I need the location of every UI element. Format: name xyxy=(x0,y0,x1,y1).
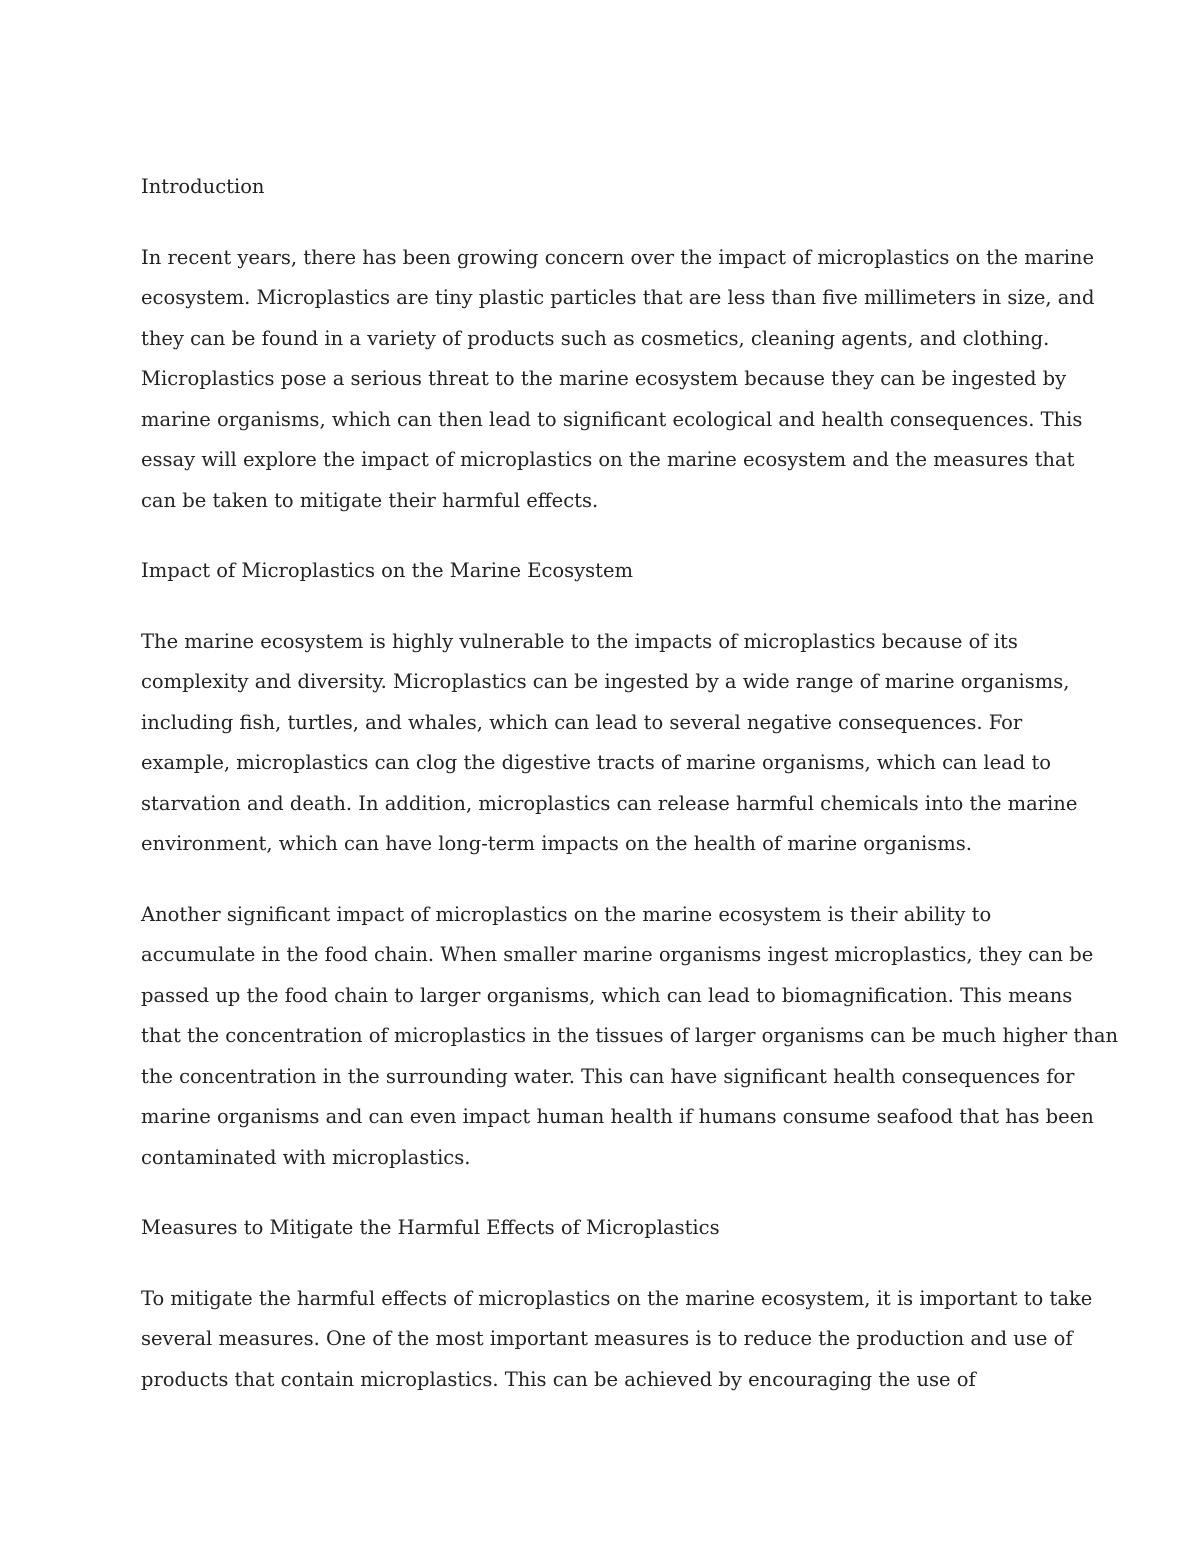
paragraph-line: complexity and diversity. Microplastics can be ingested by a wide range of marine organisms, xyxy=(141,670,1070,693)
paragraph-line: environment, which can have long-term impacts on the health of marine organisms. xyxy=(141,832,972,855)
paragraph-line: marine organisms, which can then lead to significant ecological and health consequences. This xyxy=(141,407,1083,431)
paragraph-line: example, microplastics can clog the digestive tracts of marine organisms, which can lead to xyxy=(141,751,1052,774)
paragraph-line: Another significant impact of microplastics on the marine ecosystem is their ability to xyxy=(141,902,992,926)
heading-text: Measures to Mitigate the Harmful Effects of Microplastics xyxy=(141,1216,720,1239)
paragraph-line: the concentration in the surrounding water. This can have significant health consequences for xyxy=(141,1064,1075,1088)
paragraph-line: The marine ecosystem is highly vulnerable to the impacts of microplastics because of its xyxy=(141,629,1018,653)
paragraph-line: ecosystem. Microplastics are tiny plastic particles that are less than five millimeters in size, and xyxy=(141,286,1095,309)
paragraph-line: several measures. One of the most important measures is to reduce the production and use of xyxy=(141,1327,1073,1350)
section-heading-impact xyxy=(141,551,1059,592)
paragraph-introduction xyxy=(141,238,1095,522)
paragraph-line: products that contain microplastics. This can be achieved by encouraging the use of xyxy=(141,1367,976,1391)
paragraph-impact-2 xyxy=(141,895,1118,1179)
paragraph-measures xyxy=(141,1279,1093,1401)
paragraph-line: To mitigate the harmful effects of microplastics on the marine ecosystem, it is important to take xyxy=(141,1286,1093,1310)
paragraph-line: passed up the food chain to larger organisms, which can lead to biomagnification. This means xyxy=(141,983,1073,1007)
paragraph-line: Microplastics pose a serious threat to the marine ecosystem because they can be ingested by xyxy=(141,367,1067,390)
paragraph-line: In recent years, there has been growing concern over the impact of microplastics on the marine xyxy=(141,245,1095,269)
document-body xyxy=(141,167,1118,1430)
paragraph-line: contaminated with microplastics. xyxy=(141,1145,471,1169)
heading-text: Introduction xyxy=(141,175,265,198)
section-heading-introduction xyxy=(141,167,1059,208)
paragraph-line: accumulate in the food chain. When smaller marine organisms ingest microplastics, they can be xyxy=(141,943,1094,966)
paragraph-line: essay will explore the impact of microplastics on the marine ecosystem and the measures that xyxy=(141,448,1075,471)
section-heading-measures xyxy=(141,1208,1059,1249)
paragraph-line: including fish, turtles, and whales, which can lead to several negative consequences. For xyxy=(141,710,1023,734)
heading-text: Impact of Microplastics on the Marine Ecosystem xyxy=(141,559,634,582)
paragraph-line: marine organisms and can even impact human health if humans consume seafood that has been xyxy=(141,1105,1094,1128)
paragraph-line: they can be found in a variety of products such as cosmetics, cleaning agents, and clothing. xyxy=(141,326,1050,350)
paragraph-line: starvation and death. In addition, microplastics can release harmful chemicals into the marine xyxy=(141,791,1078,815)
paragraph-line: that the concentration of microplastics in the tissues of larger organisms can be much higher than xyxy=(141,1024,1118,1047)
paragraph-impact-1 xyxy=(141,622,1078,865)
paragraph-line: can be taken to mitigate their harmful effects. xyxy=(141,488,599,512)
